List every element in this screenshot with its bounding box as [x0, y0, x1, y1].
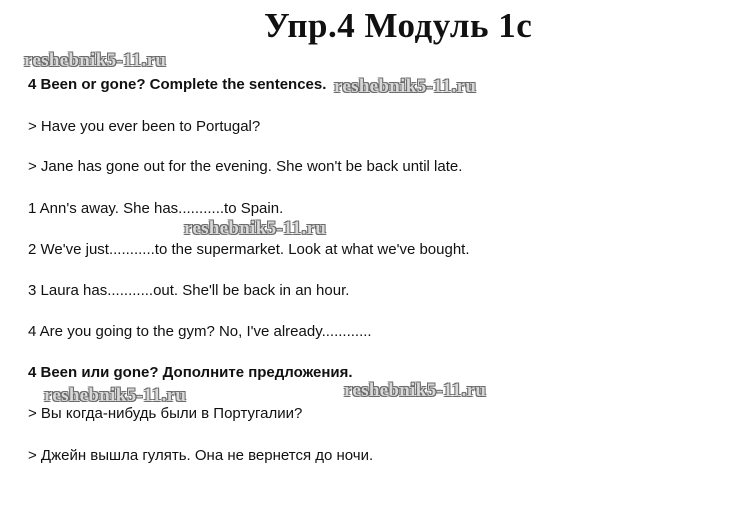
english-example-1: > Have you ever been to Portugal? — [28, 118, 261, 135]
page-title: Упр.4 Модуль 1с — [264, 6, 533, 45]
english-item-3: 3 Laura has...........out. She'll be back in an hour. — [28, 282, 350, 299]
watermark: reshebnik5-11.ru — [184, 218, 327, 239]
english-item-2: 2 We've just...........to the supermarket. Look at what we've bought. — [28, 241, 470, 258]
russian-example-1: > Вы когда-нибудь были в Португалии? — [28, 405, 303, 422]
watermark: reshebnik5-11.ru — [344, 380, 487, 401]
watermark: reshebnik5-11.ru — [44, 385, 187, 406]
russian-heading: 4 Been или gone? Дополните предложения. — [28, 364, 353, 381]
russian-example-2: > Джейн вышла гулять. Она не вернется до ночи. — [28, 447, 374, 464]
watermark: reshebnik5-11.ru — [334, 76, 477, 97]
english-item-1: 1 Ann's away. She has...........to Spain. — [28, 200, 284, 217]
english-example-2: > Jane has gone out for the evening. She won't be back until late. — [28, 158, 463, 175]
english-item-4: 4 Are you going to the gym? No, I've already............ — [28, 323, 372, 340]
english-heading: 4 Been or gone? Complete the sentences. — [28, 76, 327, 93]
watermark: reshebnik5-11.ru — [24, 50, 167, 71]
